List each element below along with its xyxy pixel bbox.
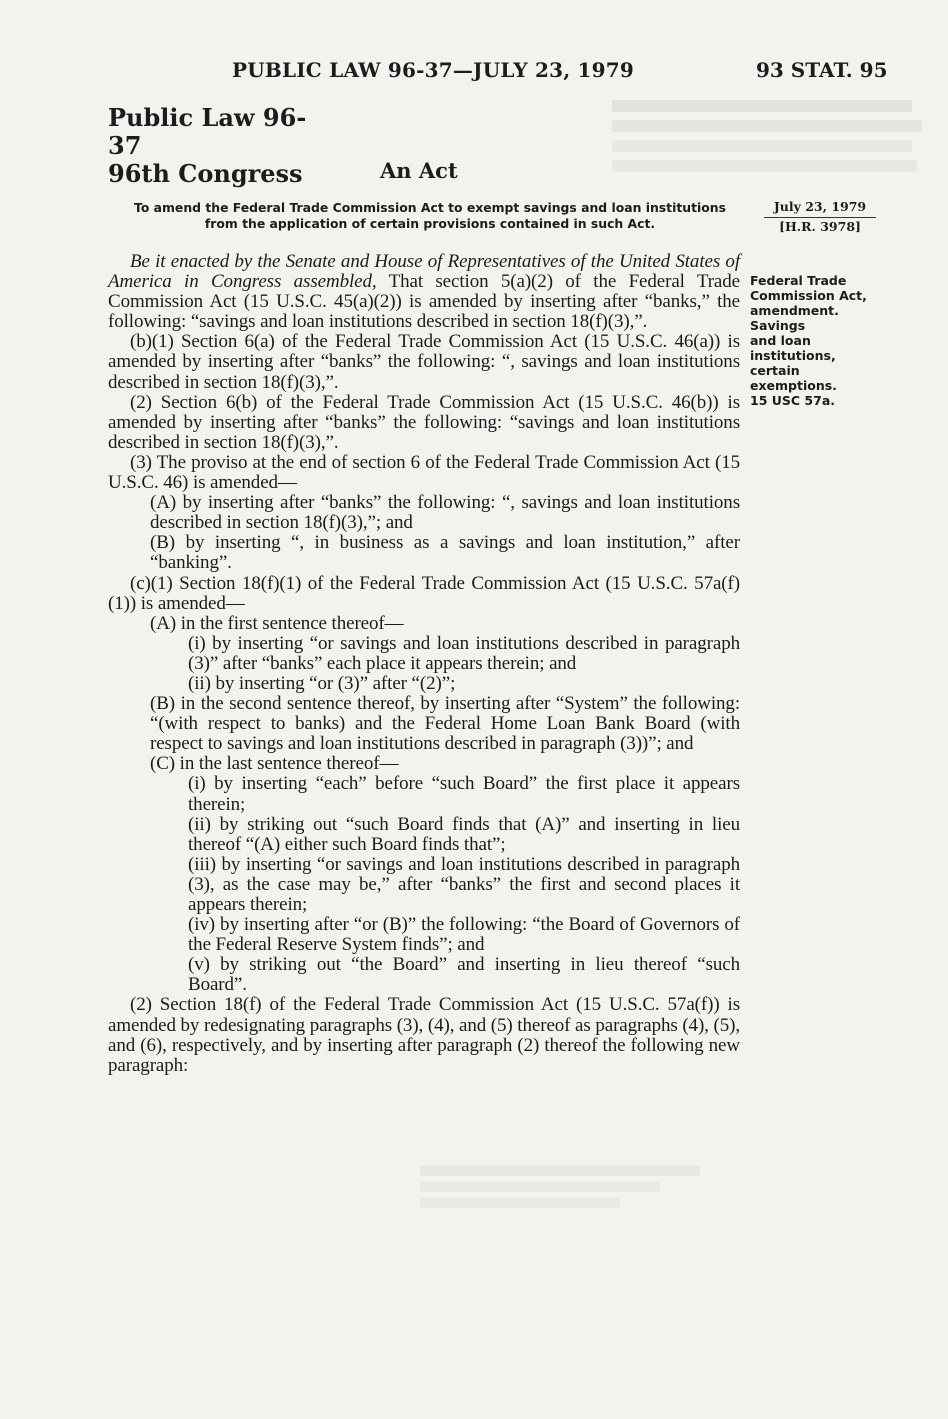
subparagraph: (B) by inserting “, in business as a savings and loan institution,” after “banking”. [150,532,740,574]
clause: (v) by striking out “the Board” and inserting in lieu thereof “such Board”. [188,954,740,996]
enactment-date-box [764,198,876,236]
paragraph: (2) Section 18(f) of the Federal Trade Commission Act (15 U.S.C. 57a(f)) is amended by redesignating paragraphs (3), (4), and (5) thereof as paragraphs (4), (5), and (6), respectively, and by inserting after paragraph (2) thereof the following new paragraph: [108,994,740,1076]
public-law-number: Public Law 96-37 [108,103,307,160]
margin-note: exemptions. [750,378,837,393]
bleed-through-bottom [420,1160,720,1214]
congress-label: 96th Congress [108,159,303,188]
act-purpose [110,200,750,232]
margin-note: certain [750,363,800,378]
statute-page-number: 93 STAT. 95 [756,58,888,82]
act-heading: An Act [380,158,458,183]
subparagraph: (A) in the first sentence thereof— [150,612,404,634]
bleed-through-top [612,96,932,180]
purpose-line-1: To amend the Federal Trade Commission Act to exempt savings and loan institutions [134,200,726,215]
margin-notes [750,273,880,408]
margin-note: amendment. [750,303,839,318]
enacting-clause: Be it enacted by the Senate and House of Representatives of the United States of America in Congress assembled, [108,251,740,293]
paragraph: (3) The proviso at the end of section 6 of the Federal Trade Commission Act (15 U.S.C. 46) is amended— [108,451,740,494]
paragraph: (b)(1) Section 6(a) of the Federal Trade Commission Act (15 U.S.C. 46(a)) is amended by inserting after “banks” the following: “, savings and loan institutions described in section 18(f)(3),”. [108,331,740,393]
clause: (i) by inserting “each” before “such Board” the first place it appears therein; [188,773,740,815]
clause: (ii) by striking out “such Board finds that (A)” and inserting in lieu thereof “(A) either such Board finds that”; [188,813,740,855]
margin-note: Savings [750,318,806,333]
clause: (iv) by inserting after “or (B)” the following: “the Board of Governors of the Federal Reserve System finds”; and [188,914,740,956]
clause: (ii) by inserting “or (3)” after “(2)”; [188,672,456,694]
statute-body [108,252,740,1076]
subparagraph: (B) in the second sentence thereof, by inserting after “System” the following: “(with respect to banks) and the Federal Home Loan Bank Board (with respect to savings and loan institutions described in paragraph (3))”; and [150,693,740,755]
section-text: That section 5(a)(2) of the Federal Trade Commission Act (15 U.S.C. 45(a)(2)) is amended by inserting after “banks,” the following: “savings and loan institutions described in section 18(f)(3),”. [108,271,741,333]
clause: (iii) by inserting “or savings and loan institutions described in paragraph (3), as the case may be,” after “banks” the first and second places it appears therein; [188,853,740,915]
clause: (i) by inserting “or savings and loan institutions described in paragraph (3)” after “banks” each place it appears therein; and [188,632,740,674]
margin-note: 15 USC 57a. [750,393,836,408]
enacting-paragraph [108,252,740,332]
margin-note: institutions, [750,348,836,363]
bill-number: [H.R. 3978] [779,219,861,234]
purpose-line-2: from the application of certain provisions contained in such Act. [204,216,656,231]
law-identifier [108,104,318,188]
paragraph: (c)(1) Section 18(f)(1) of the Federal Trade Commission Act (15 U.S.C. 57a(f)(1)) is amended— [108,572,740,614]
enactment-date: July 23, 1979 [773,199,867,214]
subparagraph: (C) in the last sentence thereof— [150,753,399,775]
subparagraph: (A) by inserting after “banks” the following: “, savings and loan institutions described in section 18(f)(3),”; and [150,492,740,534]
margin-note: Federal Trade [750,273,847,288]
paragraph: (2) Section 6(b) of the Federal Trade Commission Act (15 U.S.C. 46(b)) is amended by inserting after “banks” the following: “savings and loan institutions described in section 18(f)(3),”. [108,391,740,453]
margin-note: Commission Act, [750,288,867,303]
running-head: PUBLIC LAW 96-37—JULY 23, 1979 [232,58,635,82]
margin-note: and loan [750,333,811,348]
